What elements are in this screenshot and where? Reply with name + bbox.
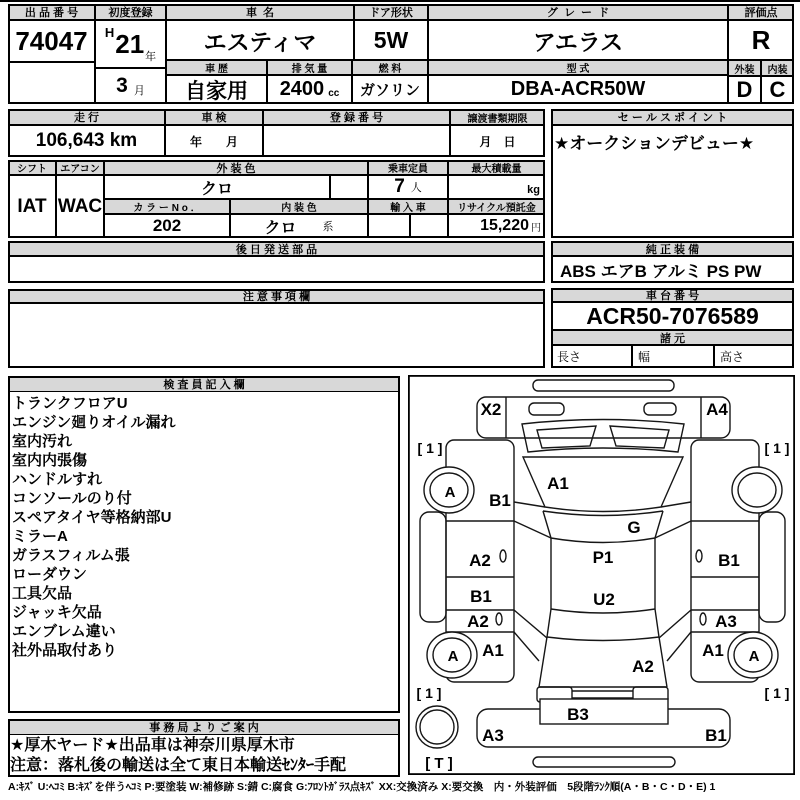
- fuel-value: ガソリン: [352, 75, 428, 104]
- int-color-value: [230, 214, 368, 238]
- car-diagram: [408, 375, 795, 775]
- front-bumper: [477, 397, 730, 438]
- first-reg-month-cell: [95, 68, 166, 104]
- specs-header: 諸 元: [551, 330, 794, 345]
- chassis-value: ACR50-7076589: [551, 302, 794, 330]
- office-line1: ★厚木ヤード★出品車は神奈川県厚木市: [10, 737, 295, 754]
- office-line2: 注意：落札後の輸送は全て東日本輸送ｾﾝﾀｰ手配: [10, 757, 347, 774]
- front-grille-right: [644, 403, 676, 415]
- handle-rear-left: [496, 613, 502, 625]
- notes-header: 注 意 事 項 欄: [8, 289, 545, 303]
- regno-header: 登 録 番 号: [263, 109, 450, 125]
- sales-point-header: セ ー ル ス ポ イ ン ト: [551, 109, 794, 125]
- oem-value: ABS エアB アルミ PS PW: [551, 256, 794, 283]
- wheel-label-rr: A: [748, 648, 760, 665]
- tailgate-panel: [540, 699, 668, 724]
- model-value: DBA-ACR50W: [428, 75, 728, 104]
- panel-label-u2-roof: U2: [593, 590, 615, 609]
- door-shape-header: ドア形状: [354, 4, 428, 20]
- grade-value: アエラス: [428, 20, 728, 60]
- shift-value: IAT: [8, 175, 56, 238]
- wiper-right: [610, 426, 669, 448]
- handle-rear-right: [700, 613, 706, 625]
- wiper-left: [537, 426, 596, 448]
- inspector-item: ローダウン: [12, 566, 88, 583]
- office-content: [8, 736, 400, 776]
- spec-length-cell: 長さ: [551, 345, 632, 368]
- wheel-front-right-inner: [738, 473, 776, 507]
- cowl-band: [543, 511, 663, 543]
- panel-label-a1-windshield: A1: [547, 474, 569, 493]
- legend-text: A:ｷｽﾞ U:ﾍｺﾐ B:ｷｽﾞを伴うﾍｺﾐ P:要塗装 W:補修跡 S:錆 C:腐食 G:ﾌﾛﾝﾄｶﾞﾗｽ点ｷｽﾞ XX:交換済み X:要交換 内・外装評価 5段階ﾗﾝｸ順(A・B・C・D・E) 1: [8, 781, 716, 793]
- interior-header: 内装: [761, 60, 794, 76]
- capacity-header: 乗車定員: [368, 160, 448, 175]
- inspector-header: 検 査 員 記 入 欄: [8, 376, 400, 392]
- spec-height-cell: 高さ: [714, 345, 794, 368]
- history-header: 車 歴: [166, 60, 267, 75]
- panel-label-a1-quarterl: A1: [482, 641, 504, 660]
- import-value-left: [368, 214, 410, 238]
- left-pillar-folds: [514, 502, 551, 661]
- roof-rear-arcs: [547, 609, 659, 641]
- maxload-value: kg: [448, 175, 545, 199]
- right-pillar-folds: [655, 502, 691, 661]
- right-sill: [759, 512, 785, 622]
- maxload-header: 最大積載量: [448, 160, 545, 175]
- inspector-item: 工具欠品: [12, 585, 73, 602]
- capacity-unit: 人: [410, 182, 422, 194]
- front-grille-left: [529, 403, 564, 415]
- aircon-header: エアコン: [56, 160, 104, 175]
- ext-color-header: 外 装 色: [104, 160, 368, 175]
- recycle-amount: 15,220: [480, 217, 529, 234]
- inspector-item: エンブレム違い: [12, 623, 116, 640]
- chassis-header: 車 台 番 号: [551, 288, 794, 302]
- fuel-header: 燃 料: [352, 60, 428, 75]
- era-year: 21: [115, 28, 145, 59]
- scan-edge: [0, 0, 800, 2]
- notes-value: [8, 303, 545, 368]
- capacity-value: [368, 175, 448, 199]
- grade-header: グ レ ー ド: [428, 4, 728, 20]
- displacement-value: [267, 75, 352, 104]
- import-header: 輸 入 車: [368, 199, 448, 214]
- wheel-label-fl: A: [444, 484, 456, 501]
- inspector-item: ミラーA: [12, 528, 68, 545]
- panel-label-a2-rearwindow: A2: [632, 657, 654, 676]
- panel-label-b3-tailgate: B3: [567, 705, 589, 724]
- auction-no-value: 74047: [8, 20, 95, 62]
- auction-no-empty: [8, 62, 95, 104]
- office-header: 事 務 局 よ り ご 案 内: [8, 719, 400, 735]
- spec-width-cell: 幅: [632, 345, 714, 368]
- model-header: 型 式: [428, 60, 728, 75]
- score-value: R: [728, 20, 794, 60]
- spare-tire-label: [ T ]: [425, 755, 453, 772]
- bracket-front-left: [ 1 ]: [417, 440, 443, 456]
- panel-label-a4: A4: [706, 400, 728, 419]
- regno-value: [263, 125, 450, 157]
- inspector-item: エンジン廻りオイル漏れ: [12, 414, 176, 431]
- oem-header: 純 正 装 備: [551, 241, 794, 256]
- handle-front-right: [696, 550, 702, 562]
- bracket-rear-right: [ 1 ]: [764, 685, 790, 701]
- inspector-item: ジャッキ欠品: [12, 604, 102, 621]
- panel-label-p1-roof: P1: [592, 548, 614, 567]
- first-reg-year-cell: [95, 20, 166, 68]
- reg-month-unit: 月: [133, 85, 145, 97]
- int-color-suffix: 系: [322, 221, 334, 233]
- panel-label-b1-rbumper: B1: [705, 726, 727, 745]
- inspector-item: 室内内張傷: [12, 452, 88, 469]
- first-reg-header: 初度登録: [95, 4, 166, 20]
- panel-label-a3-door2r: A3: [715, 612, 737, 631]
- bracket-rear-left: [ 1 ]: [416, 685, 442, 701]
- panel-label-a2-door2l: A2: [467, 612, 489, 631]
- left-sill: [420, 512, 446, 622]
- panel-label-a3-rbumper: A3: [482, 726, 504, 745]
- car-name-header: 車 名: [166, 4, 354, 20]
- inspector-item: ハンドルすれ: [12, 471, 103, 488]
- inspector-item: トランクフロアU: [12, 395, 128, 412]
- color-no-value: 202: [104, 214, 230, 238]
- int-color-header: 内 装 色: [230, 199, 368, 214]
- ext-color-value: クロ: [104, 175, 330, 199]
- inspector-item: 社外品取付あり: [12, 642, 118, 659]
- shaken-header: 車 検: [165, 109, 263, 125]
- mileage-header: 走 行: [8, 109, 165, 125]
- ext-color-empty: [330, 175, 368, 199]
- panel-label-b1-door2l: B1: [470, 587, 492, 606]
- inspector-item: ガラスフィルム張: [12, 547, 130, 564]
- displacement-number: 2400: [279, 78, 325, 100]
- aircon-value: WAC: [56, 175, 104, 238]
- color-no-header: カ ラ ー N o ．: [104, 199, 230, 214]
- panel-label-a1-quarterr: A1: [702, 641, 724, 660]
- car-name-value: エスティマ: [166, 20, 354, 60]
- recycle-value: [448, 214, 545, 238]
- handle-front-left: [500, 550, 506, 562]
- int-color-name: クロ: [264, 219, 297, 237]
- deadline-header: 譲渡書類期限: [450, 109, 545, 125]
- inspector-item: スペアタイヤ等格納部U: [12, 509, 172, 526]
- panel-label-b1-door1r: B1: [718, 551, 740, 570]
- panel-label-b1-fender: B1: [489, 491, 511, 510]
- import-value-right: [410, 214, 448, 238]
- door-shape-value: 5W: [354, 20, 428, 60]
- displacement-header: 排 気 量: [267, 60, 352, 75]
- displacement-unit: cc: [328, 88, 340, 99]
- tailgate-lines: [572, 691, 633, 698]
- shift-header: シフト: [8, 160, 56, 175]
- inspector-item: 室内汚れ: [12, 433, 73, 450]
- exterior-value: D: [728, 76, 761, 104]
- recycle-header: リサイクル預託金: [448, 199, 545, 214]
- front-bumper-strip: [533, 380, 674, 391]
- wheel-label-rl: A: [447, 648, 459, 665]
- spare-tire-inner: [420, 710, 454, 744]
- panel-label-x2: X2: [480, 400, 502, 419]
- exterior-header: 外装: [728, 60, 761, 76]
- interior-value: C: [761, 76, 794, 104]
- shaken-value: 年 月: [165, 125, 263, 157]
- sales-point-value: ★オークションデビュー★: [551, 125, 794, 238]
- reg-month: 3: [116, 74, 128, 97]
- later-parts-header: 後 日 発 送 部 品: [8, 241, 545, 256]
- recycle-unit: 円: [531, 223, 541, 234]
- panel-label-a2-door1l: A2: [469, 551, 491, 570]
- history-value: 自家用: [166, 75, 267, 104]
- capacity-number: 7: [394, 176, 405, 197]
- deadline-value: 月 日: [450, 125, 545, 157]
- era-year-unit: 年: [145, 51, 157, 63]
- bracket-front-right: [ 1 ]: [764, 440, 790, 456]
- panel-label-g-glass: G: [627, 518, 641, 537]
- auction-no-header: 出 品 番 号: [8, 4, 95, 20]
- mileage-value: 106,643 km: [8, 125, 165, 157]
- inspector-item: コンソールのり付: [12, 490, 132, 507]
- rear-bumper-strip: [533, 757, 675, 767]
- score-header: 評価点: [728, 4, 794, 20]
- inspector-list: [8, 394, 400, 712]
- era-letter: H: [104, 25, 115, 40]
- later-parts-value: [8, 256, 545, 283]
